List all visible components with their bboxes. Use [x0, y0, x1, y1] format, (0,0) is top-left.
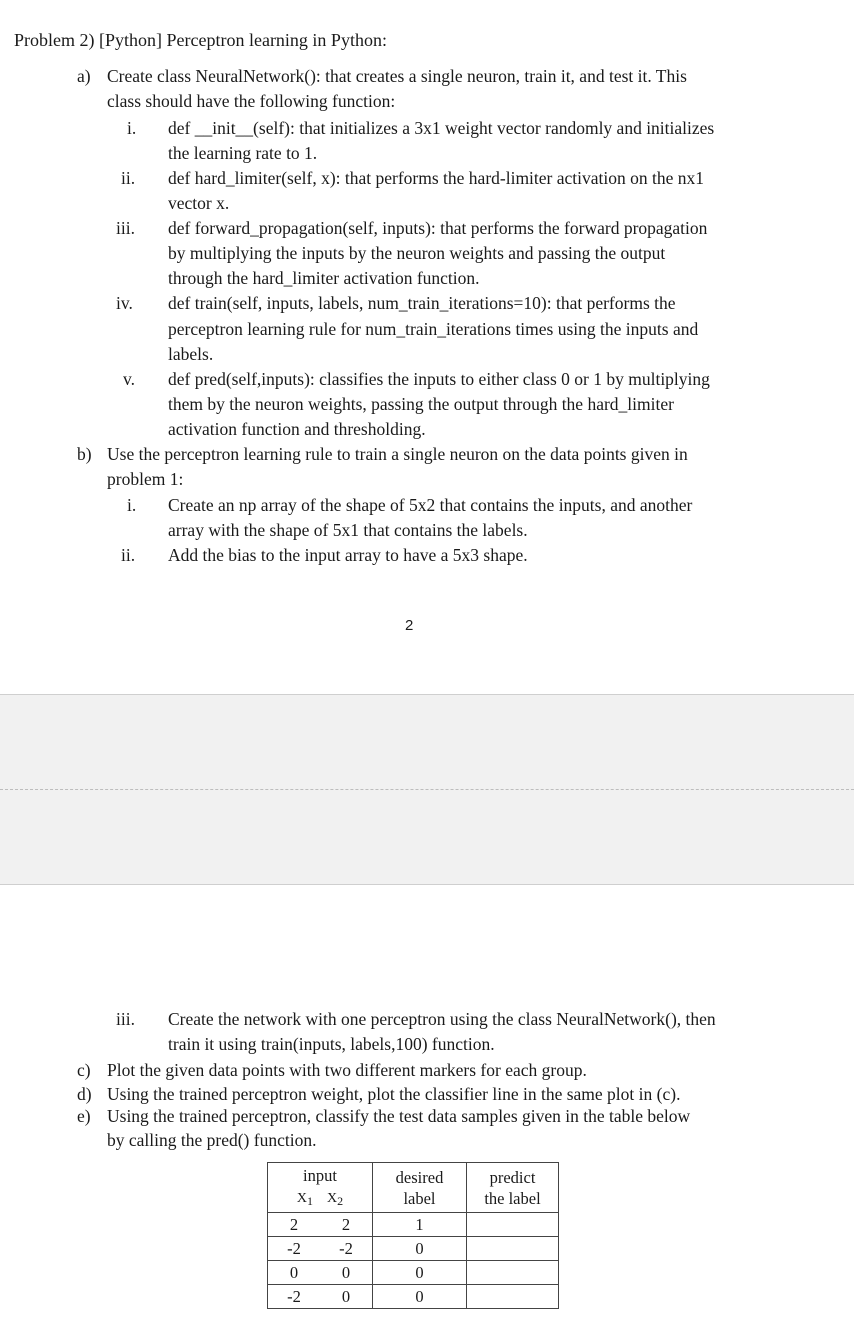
cell-x2: 2 [320, 1213, 373, 1237]
header-desired-cell [373, 1163, 467, 1213]
cell-label: 0 [373, 1261, 467, 1285]
page-break-divider [0, 789, 854, 790]
table-header-row [268, 1163, 559, 1213]
item-a-iv-line-2: perceptron learning rule for num_train_iterations times using the inputs and [168, 319, 699, 339]
part-e-line-2: by calling the pred() function. [107, 1130, 317, 1150]
item-b-ii-line-1: Add the bias to the input array to have a 5x3 shape. [168, 545, 528, 565]
item-a-i-num: i. [127, 118, 137, 138]
item-a-iii-line-2: by multiplying the inputs by the neuron weights and passing the output [168, 243, 666, 263]
part-c-text: Plot the given data points with two different markers for each group. [107, 1060, 587, 1080]
item-a-iii-line-1: def forward_propagation(self, inputs): that performs the forward propagation [168, 218, 708, 238]
cell-predict [467, 1213, 559, 1237]
item-a-iv-line-3: labels. [168, 344, 214, 364]
item-a-ii-line-1: def hard_limiter(self, x): that performs the hard-limiter activation on the nx1 [168, 168, 705, 188]
header-x-labels [268, 1186, 372, 1212]
cell-x2: -2 [320, 1237, 373, 1261]
part-e-label: e) [77, 1106, 91, 1126]
table-row [268, 1285, 559, 1309]
item-a-v-line-1: def pred(self,inputs): classifies the inputs to either class 0 or 1 by multiplying [168, 369, 710, 389]
header-desired-line-2: label [403, 1188, 436, 1208]
header-x1-text: X [296, 1191, 307, 1206]
header-predict-line-1: predict [489, 1167, 536, 1187]
part-e-line-1: Using the trained perceptron, classify the test data samples given in the table below [107, 1106, 691, 1126]
cell-predict [467, 1237, 559, 1261]
item-b-i-line-2: array with the shape of 5x1 that contains the labels. [168, 520, 528, 540]
page-number: 2 [405, 617, 414, 634]
table-row [268, 1261, 559, 1285]
item-b-iii-line-1: Create the network with one perceptron using the class NeuralNetwork(), then [168, 1009, 716, 1029]
part-b-label: b) [77, 444, 92, 464]
part-a-label: a) [77, 66, 91, 86]
page-break [0, 694, 854, 885]
item-b-ii-num: ii. [121, 545, 136, 565]
cell-x1: 2 [268, 1213, 321, 1237]
item-b-iii-num: iii. [116, 1009, 135, 1029]
part-a-line-2: class should have the following function: [107, 91, 396, 111]
header-x2-sub: 2 [337, 1194, 344, 1208]
cell-label: 1 [373, 1213, 467, 1237]
table-row [268, 1237, 559, 1261]
item-b-iii-line-2: train it using train(inputs, labels,100) function. [168, 1034, 495, 1054]
cell-x1: -2 [268, 1285, 321, 1309]
cell-predict [467, 1261, 559, 1285]
item-a-iv-num: iv. [116, 293, 133, 313]
header-x1-sub: 1 [307, 1194, 313, 1208]
cell-x1: -2 [268, 1237, 321, 1261]
cell-predict [467, 1285, 559, 1309]
item-b-i-num: i. [127, 495, 137, 515]
item-a-i-line-2: the learning rate to 1. [168, 143, 318, 163]
cell-label: 0 [373, 1285, 467, 1309]
part-a-line-1: Create class NeuralNetwork(): that creates a single neuron, train it, and test it. This [107, 66, 687, 86]
problem-title: Problem 2) [Python] Perceptron learning in Python: [14, 30, 387, 50]
header-x2 [327, 1186, 343, 1212]
header-input: input [303, 1166, 337, 1185]
item-a-ii-num: ii. [121, 168, 136, 188]
header-predict-line-2: the label [484, 1188, 541, 1208]
part-d-label: d) [77, 1084, 92, 1104]
header-x2-text: X [327, 1191, 338, 1206]
cell-label: 0 [373, 1237, 467, 1261]
item-a-ii-line-2: vector x. [168, 193, 230, 213]
cell-x2: 0 [320, 1261, 373, 1285]
cell-x1: 0 [268, 1261, 321, 1285]
table-row [268, 1213, 559, 1237]
part-b-line-2: problem 1: [107, 469, 184, 489]
header-input-cell [268, 1163, 373, 1213]
item-a-v-num: v. [123, 369, 135, 389]
item-a-iii-line-3: through the hard_limiter activation function. [168, 268, 480, 288]
item-a-iii-num: iii. [116, 218, 135, 238]
test-data-table [267, 1162, 559, 1309]
item-a-iv-line-1: def train(self, inputs, labels, num_train_iterations=10): that performs the [168, 293, 676, 313]
item-b-i-line-1: Create an np array of the shape of 5x2 that contains the inputs, and another [168, 495, 693, 515]
cell-x2: 0 [320, 1285, 373, 1309]
part-d-text: Using the trained perceptron weight, plot the classifier line in the same plot in (c). [107, 1084, 681, 1104]
item-a-v-line-3: activation function and thresholding. [168, 419, 426, 439]
item-a-v-line-2: them by the neuron weights, passing the output through the hard_limiter [168, 394, 674, 414]
header-predict-cell [467, 1163, 559, 1213]
item-a-i-line-1: def __init__(self): that initializes a 3x1 weight vector randomly and initializes [168, 118, 715, 138]
header-x1 [297, 1186, 313, 1212]
part-b-line-1: Use the perceptron learning rule to train a single neuron on the data points given in [107, 444, 688, 464]
part-c-label: c) [77, 1060, 91, 1080]
header-desired-line-1: desired [395, 1167, 444, 1187]
